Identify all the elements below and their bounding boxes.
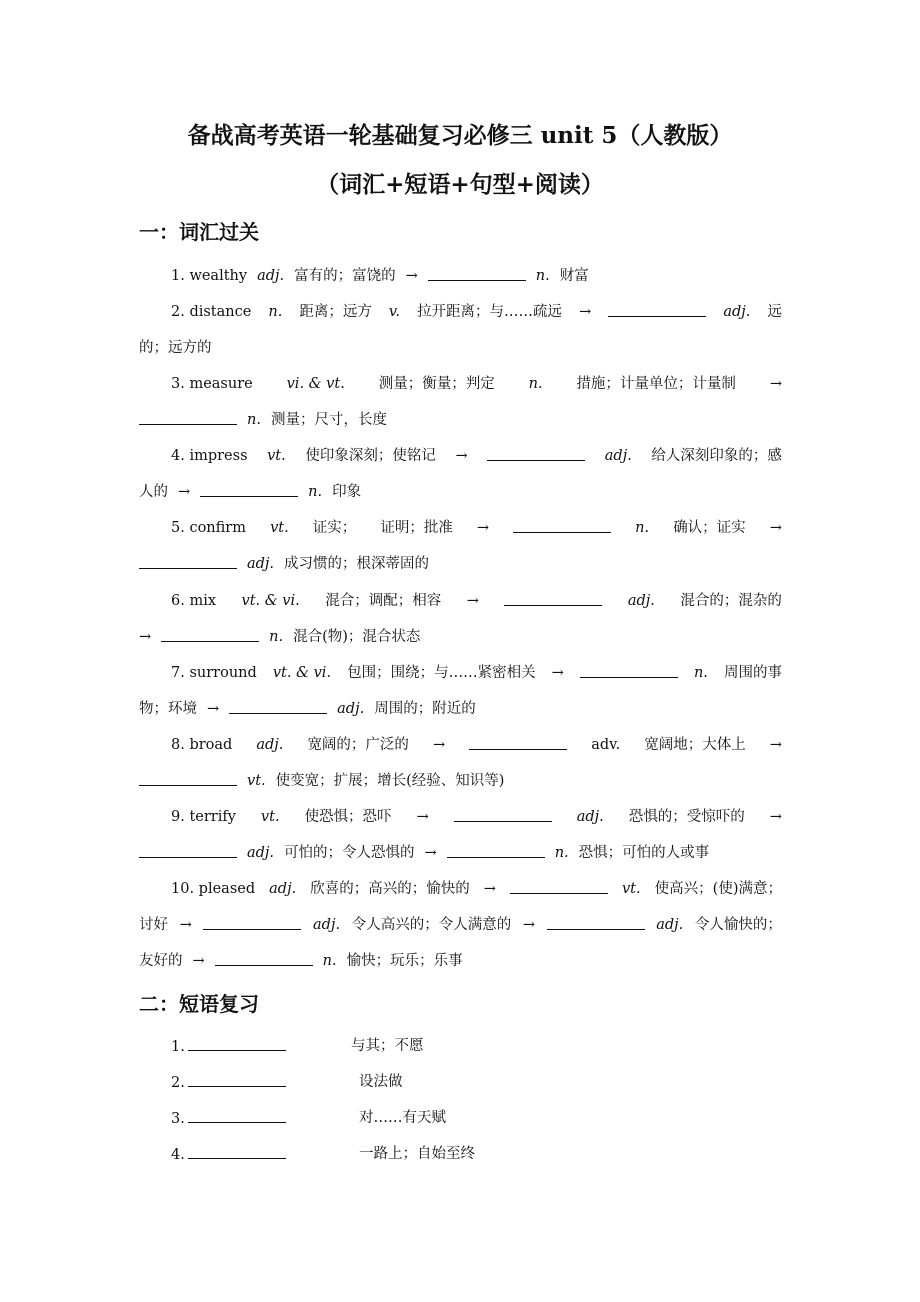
vocab-text: 测量；尺寸，长度 [270, 412, 387, 428]
phrase-item [171, 1070, 403, 1094]
vocab-text: 8. broad [171, 737, 233, 753]
phrase-meaning: 对……有天赋 [359, 1110, 446, 1126]
vocab-text: 宽阔的；广泛的 [307, 737, 409, 753]
vocab-text: 远 [767, 304, 782, 320]
part-of-speech: vi. & vt. [286, 376, 345, 392]
vocab-line [139, 661, 782, 685]
phrase-meaning: 设法做 [359, 1074, 403, 1090]
vocab-line [139, 949, 782, 973]
phrase-meaning: 一路上；自始至终 [359, 1146, 475, 1162]
vocab-entry [139, 805, 782, 877]
vocab-text: 令人高兴的；令人满意的 [351, 917, 512, 933]
arrow-icon: → [522, 917, 535, 933]
phrase-number: 3. [171, 1111, 185, 1127]
arrow-icon: → [769, 520, 782, 536]
vocab-entry [139, 516, 782, 588]
phrase-item [171, 1034, 424, 1058]
vocab-text: 周围的；附近的 [374, 701, 476, 717]
vocab-text: 包围；围绕；与……紧密相关 [347, 665, 536, 681]
vocab-text: 给人深刻印象的；感 [651, 448, 782, 464]
answer-blank [161, 625, 259, 642]
part-of-speech: vt. [621, 881, 641, 897]
arrow-icon: → [424, 845, 437, 861]
vocab-text: 措施；计量单位；计量制 [576, 376, 736, 392]
vocab-text: 印象 [332, 484, 362, 500]
answer-blank [203, 913, 301, 930]
answer-blank [428, 264, 526, 281]
vocab-text: 人的 [139, 484, 168, 500]
part-of-speech: n. [635, 520, 650, 536]
vocab-line [139, 769, 782, 793]
vocab-text: 令人愉快的； [694, 917, 782, 933]
vocab-text: 使恐惧；恐吓 [304, 809, 392, 825]
vocab-text: 2. distance [171, 304, 252, 320]
vocab-text: 恐惧；可怕的人或事 [578, 845, 710, 861]
answer-blank [215, 949, 313, 966]
vocab-line [139, 516, 782, 540]
arrow-icon: → [483, 881, 496, 897]
part-of-speech: adj. [337, 701, 365, 717]
vocab-text: 讨好 [139, 917, 168, 933]
vocab-entry [139, 444, 782, 516]
vocab-text: 7. surround [171, 665, 257, 681]
vocab-text: 欣喜的；高兴的；愉快的 [310, 881, 470, 897]
part-of-speech: adj. [313, 917, 341, 933]
section-heading-phrases: 二：短语复习 [139, 992, 259, 1016]
answer-blank [188, 1106, 286, 1123]
vocab-text: 6. mix [171, 593, 217, 609]
part-of-speech: adj. [723, 304, 751, 320]
part-of-speech: adj. [604, 448, 632, 464]
part-of-speech: vt. [267, 448, 286, 464]
vocab-text: adv. [591, 737, 621, 753]
vocab-text: 9. terrify [171, 809, 236, 825]
vocab-text: 友好的 [139, 953, 183, 969]
vocab-text: 宽阔地；大体上 [644, 737, 746, 753]
vocab-text: 测量；衡量；判定 [378, 376, 495, 392]
part-of-speech: n. [528, 376, 543, 392]
vocab-text: 使变宽；扩展；增长(经验、知识等) [275, 773, 505, 789]
vocab-text: 3. measure [171, 376, 253, 392]
answer-blank [200, 480, 298, 497]
phrase-number: 4. [171, 1147, 185, 1163]
phrase-item [171, 1106, 446, 1130]
answer-blank [580, 661, 678, 678]
arrow-icon: → [178, 484, 191, 500]
vocab-entry [139, 300, 782, 372]
answer-blank [513, 516, 611, 533]
vocab-entry [139, 661, 782, 733]
vocab-line [139, 733, 782, 757]
arrow-icon: → [207, 701, 220, 717]
phrase-number: 2. [171, 1075, 185, 1091]
part-of-speech: n. [268, 304, 283, 320]
part-of-speech: adj. [627, 593, 655, 609]
vocab-line [139, 552, 782, 576]
phrase-item [171, 1142, 475, 1166]
vocab-text: 富有的；富饶的 [294, 268, 396, 284]
vocab-text: 拉开距离；与……疏远 [417, 304, 563, 320]
part-of-speech: adj. [576, 809, 604, 825]
part-of-speech: vt. & vi. [241, 593, 300, 609]
answer-blank [454, 805, 552, 822]
part-of-speech: n. [247, 412, 261, 428]
part-of-speech: n. [308, 484, 323, 500]
part-of-speech: adj. [257, 268, 285, 284]
arrow-icon: → [432, 737, 446, 753]
section-heading-vocabulary: 一：词汇过关 [139, 220, 259, 244]
vocab-text: 的；远方的 [139, 340, 212, 356]
answer-blank [608, 300, 706, 317]
arrow-icon: → [405, 268, 418, 284]
vocab-text: 混合；调配；相容 [325, 593, 442, 609]
vocab-entry [139, 589, 782, 661]
arrow-icon: → [551, 665, 564, 681]
answer-blank [447, 841, 545, 858]
part-of-speech: vt. [247, 773, 266, 789]
vocab-text: 混合(物)；混合状态 [293, 629, 421, 645]
vocab-line [139, 264, 782, 288]
vocab-line [139, 805, 782, 829]
vocab-text: 物；环境 [139, 701, 197, 717]
answer-blank [229, 697, 327, 714]
vocab-line [139, 589, 782, 613]
answer-blank [469, 733, 567, 750]
vocab-text: 证明；批准 [380, 520, 453, 536]
arrow-icon: → [476, 520, 490, 536]
vocab-entry [139, 372, 782, 444]
part-of-speech: vt. [270, 520, 289, 536]
answer-blank [504, 589, 602, 606]
vocab-text: 使印象深刻；使铭记 [305, 448, 436, 464]
answer-blank [139, 841, 237, 858]
vocab-text: 周围的事 [723, 665, 782, 681]
document-subtitle: （词汇+短语+句型+阅读） [316, 171, 604, 198]
vocab-line [139, 408, 782, 432]
vocab-text: 成习惯的；根深蒂固的 [284, 556, 430, 572]
answer-blank [487, 444, 585, 461]
vocab-text: 10. pleased [171, 881, 256, 897]
arrow-icon: → [579, 304, 592, 320]
vocab-line [139, 625, 782, 649]
vocab-text: 使高兴；(使)满意； [654, 881, 782, 897]
part-of-speech: vt. & vi. [272, 665, 332, 681]
vocab-line [139, 480, 782, 504]
phrase-number: 1. [171, 1039, 185, 1055]
document-title: 备战高考英语一轮基础复习必修三 unit 5（人教版） [187, 122, 733, 149]
arrow-icon: → [769, 376, 782, 392]
vocab-text: 证实； [312, 520, 357, 536]
vocab-line [139, 913, 782, 937]
arrow-icon: → [455, 448, 468, 464]
answer-blank [510, 877, 608, 894]
arrow-icon: → [179, 917, 192, 933]
answer-blank [139, 769, 237, 786]
part-of-speech: adj. [247, 556, 275, 572]
vocab-line [139, 697, 782, 721]
vocab-entry [139, 877, 782, 985]
answer-blank [139, 552, 237, 569]
answer-blank [188, 1070, 286, 1087]
vocab-text: 5. confirm [171, 520, 246, 536]
vocab-text: 可怕的；令人恐惧的 [284, 845, 415, 861]
arrow-icon: → [139, 629, 152, 645]
vocab-text: 财富 [559, 268, 589, 284]
arrow-icon: → [416, 809, 429, 825]
arrow-icon: → [769, 809, 782, 825]
vocab-line [139, 372, 782, 396]
vocab-text: 混合的；混杂的 [680, 593, 782, 609]
answer-blank [547, 913, 645, 930]
phrase-meaning: 与其；不愿 [351, 1038, 424, 1054]
vocab-entry [139, 733, 782, 805]
arrow-icon: → [769, 737, 782, 753]
part-of-speech: adj. [256, 737, 284, 753]
vocab-entry [139, 264, 782, 300]
part-of-speech: adj. [656, 917, 684, 933]
vocab-line [139, 300, 782, 324]
part-of-speech: v. [388, 304, 401, 320]
part-of-speech: adj. [269, 881, 297, 897]
part-of-speech: vt. [260, 809, 280, 825]
answer-blank [188, 1142, 286, 1159]
part-of-speech: n. [269, 629, 284, 645]
part-of-speech: adj. [247, 845, 275, 861]
vocab-text: 确认；证实 [673, 520, 746, 536]
vocab-line [139, 336, 782, 360]
answer-blank [139, 408, 237, 425]
arrow-icon: → [192, 953, 205, 969]
vocab-text: 1. wealthy [171, 268, 248, 284]
arrow-icon: → [466, 593, 479, 609]
answer-blank [188, 1034, 286, 1051]
vocab-text: 愉快；玩乐；乐事 [346, 953, 463, 969]
part-of-speech: n. [554, 845, 569, 861]
vocab-line [139, 877, 782, 901]
part-of-speech: n. [322, 953, 337, 969]
vocab-text: 恐惧的；受惊吓的 [628, 809, 745, 825]
part-of-speech: n. [693, 665, 708, 681]
vocab-text: 距离；远方 [299, 304, 372, 320]
vocab-line [139, 444, 782, 468]
vocab-line [139, 841, 782, 865]
part-of-speech: n. [535, 268, 550, 284]
vocab-text: 4. impress [171, 448, 248, 464]
